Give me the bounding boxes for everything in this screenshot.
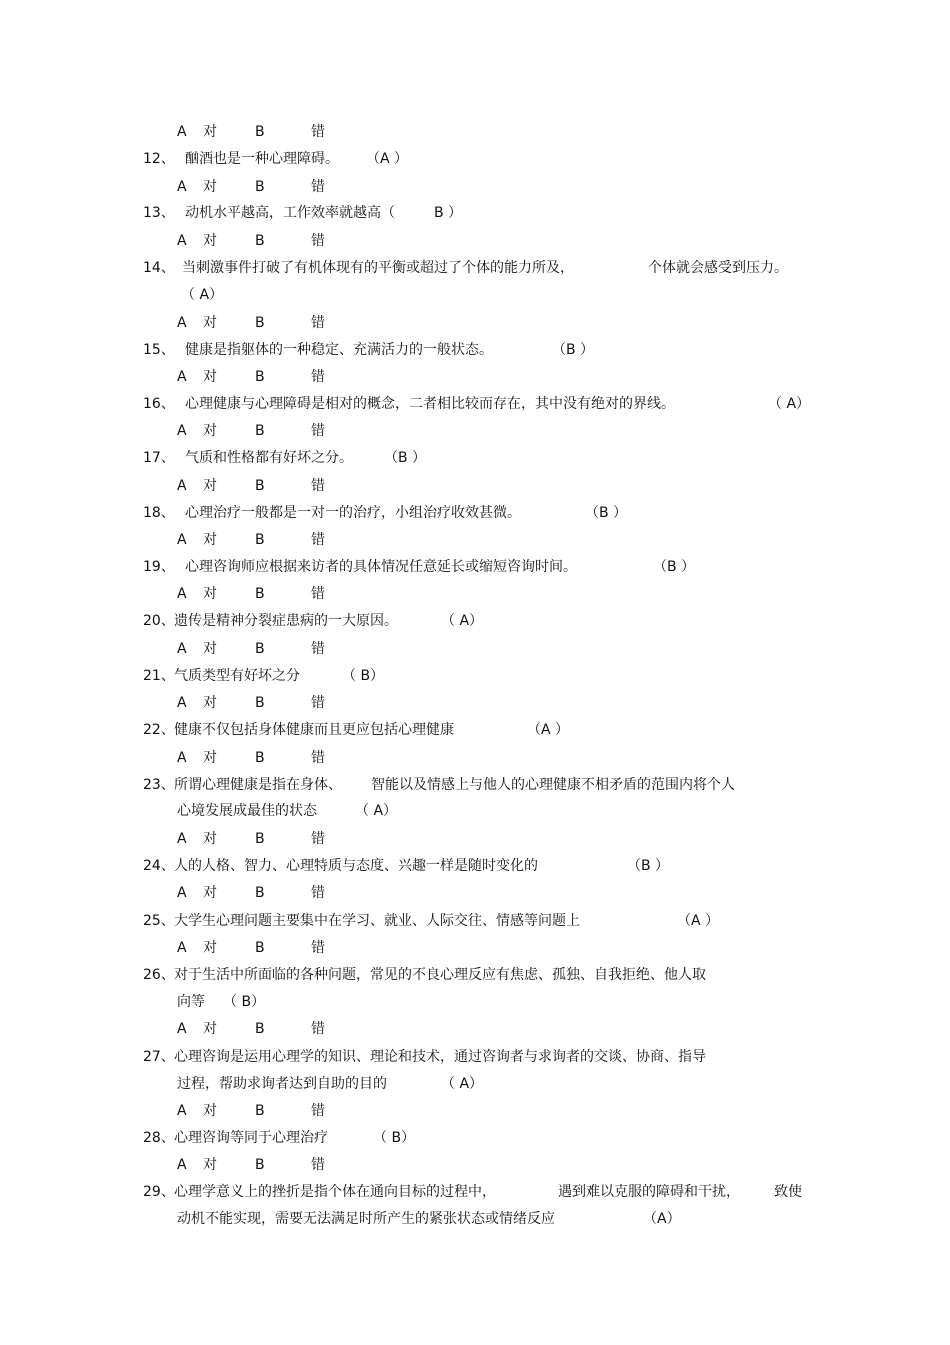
option-b-text: 错 — [311, 369, 325, 385]
question-answer: （B ） — [653, 559, 696, 575]
question-answer: （ A） — [441, 1076, 484, 1092]
option-b-text: 错 — [311, 1103, 325, 1119]
question-answer: （A ） — [527, 722, 570, 738]
question-text: 人的人格、智力、心理特质与态度、兴趣一样是随时变化的 — [174, 858, 538, 874]
option-a-letter: A — [177, 1021, 187, 1037]
option-a-letter: A — [177, 369, 187, 385]
option-a-letter: A — [177, 940, 187, 956]
question-number: 21、 — [143, 668, 175, 684]
question-text: 心理咨询师应根据来访者的具体情况任意延长或缩短咨询时间。 — [185, 559, 577, 575]
option-b-letter: B — [255, 1021, 265, 1037]
option-b-letter: B — [255, 233, 265, 249]
option-b-letter: B — [255, 586, 265, 602]
question-number: 19、 — [143, 559, 175, 575]
question-answer: （ A） — [355, 803, 398, 819]
option-a-text: 对 — [203, 750, 217, 766]
option-a-text: 对 — [203, 641, 217, 657]
question-text: 气质和性格都有好坏之分。 — [185, 450, 353, 466]
question-answer: （ A） — [181, 287, 224, 303]
option-a-letter: A — [177, 750, 187, 766]
question-number: 20、 — [143, 613, 175, 629]
question-number: 17、 — [143, 450, 175, 466]
option-b-letter: B — [255, 885, 265, 901]
question-text: 遗传是精神分裂症患病的一大原因。 — [174, 613, 398, 629]
question-text: 心理治疗一般都是一对一的治疗，小组治疗收效甚微。 — [185, 505, 521, 521]
option-b-letter: B — [255, 695, 265, 711]
question-text: 健康是指躯体的一种稳定、充满活力的一般状态。 — [185, 342, 493, 358]
option-a-text: 对 — [203, 1103, 217, 1119]
question-text-line2: 过程，帮助求询者达到自助的目的 — [177, 1076, 387, 1092]
option-a-letter: A — [177, 233, 187, 249]
option-a-letter: A — [177, 641, 187, 657]
option-b-text: 错 — [311, 233, 325, 249]
option-a-letter: A — [177, 1157, 187, 1173]
option-b-text: 错 — [311, 124, 325, 140]
option-b-letter: B — [255, 532, 265, 548]
question-answer: （A ） — [366, 151, 409, 167]
option-a-text: 对 — [203, 695, 217, 711]
option-a-text: 对 — [203, 532, 217, 548]
question-text-continued: 遇到难以克服的障碍和干扰， — [558, 1184, 740, 1200]
option-b-letter: B — [255, 423, 265, 439]
option-a-letter: A — [177, 695, 187, 711]
option-b-letter: B — [255, 1103, 265, 1119]
question-number: 16、 — [143, 396, 175, 412]
option-b-letter: B — [255, 478, 265, 494]
option-a-text: 对 — [203, 369, 217, 385]
option-a-text: 对 — [203, 124, 217, 140]
option-a-letter: A — [177, 885, 187, 901]
question-answer: （B ） — [585, 505, 628, 521]
question-text: 心理咨询是运用心理学的知识、理论和技术，通过咨询者与求询者的交谈、协商、指导 — [174, 1049, 706, 1065]
question-number: 25、 — [143, 913, 175, 929]
option-a-text: 对 — [203, 831, 217, 847]
option-a-text: 对 — [203, 885, 217, 901]
question-number: 22、 — [143, 722, 175, 738]
option-a-text: 对 — [203, 315, 217, 331]
option-b-text: 错 — [311, 1021, 325, 1037]
question-text-tail: 致使 — [774, 1184, 802, 1200]
question-answer: （B ） — [552, 342, 595, 358]
option-b-text: 错 — [311, 695, 325, 711]
option-b-letter: B — [255, 641, 265, 657]
question-answer: （ A） — [768, 396, 811, 412]
question-text: 气质类型有好坏之分 — [174, 668, 300, 684]
option-b-text: 错 — [311, 940, 325, 956]
option-b-text: 错 — [311, 586, 325, 602]
question-text: 当刺激事件打破了有机体现有的平衡或超过了个体的能力所及， — [182, 260, 574, 276]
option-b-text: 错 — [311, 478, 325, 494]
option-b-letter: B — [255, 750, 265, 766]
option-a-text: 对 — [203, 1021, 217, 1037]
option-a-letter: A — [177, 586, 187, 602]
question-number: 27、 — [143, 1049, 175, 1065]
question-answer: （A） — [643, 1211, 681, 1227]
question-answer: （ B） — [342, 668, 385, 684]
question-answer: （B ） — [384, 450, 427, 466]
question-text-line2: 动机不能实现，需要无法满足时所产生的紧张状态或情绪反应 — [177, 1211, 555, 1227]
option-a-text: 对 — [203, 478, 217, 494]
option-a-text: 对 — [203, 423, 217, 439]
question-number: 23、 — [143, 777, 175, 793]
question-answer: （ A） — [441, 613, 484, 629]
question-text-line2: 向等 — [177, 994, 205, 1010]
question-text-line2: 心境发展成最佳的状态 — [177, 803, 317, 819]
option-a-letter: A — [177, 315, 187, 331]
question-text: 对于生活中所面临的各种问题，常见的不良心理反应有焦虑、孤独、自我拒绝、他人取 — [174, 967, 706, 983]
question-answer: （B ） — [627, 858, 670, 874]
question-number: 28、 — [143, 1130, 175, 1146]
option-b-letter: B — [255, 315, 265, 331]
question-text: 健康不仅包括身体健康而且更应包括心理健康 — [174, 722, 454, 738]
question-text-continued: 个体就会感受到压力。 — [648, 260, 788, 276]
question-answer: （ B） — [223, 994, 266, 1010]
option-b-text: 错 — [311, 423, 325, 439]
option-a-text: 对 — [203, 940, 217, 956]
option-b-text: 错 — [311, 315, 325, 331]
option-b-text: 错 — [311, 750, 325, 766]
option-a-letter: A — [177, 1103, 187, 1119]
option-b-letter: B — [255, 369, 265, 385]
option-b-letter: B — [255, 124, 265, 140]
question-number: 13、 — [143, 205, 175, 221]
question-number: 26、 — [143, 967, 175, 983]
option-b-letter: B — [255, 940, 265, 956]
option-b-text: 错 — [311, 1157, 325, 1173]
question-text: 心理健康与心理障碍是相对的概念，二者相比较而存在，其中没有绝对的界线。 — [185, 396, 675, 412]
question-number: 14、 — [143, 260, 175, 276]
option-b-text: 错 — [311, 641, 325, 657]
question-answer: （A ） — [677, 913, 720, 929]
option-a-letter: A — [177, 831, 187, 847]
question-text: 动机水平越高，工作效率就越高（ — [185, 205, 395, 221]
option-b-text: 错 — [311, 179, 325, 195]
question-number: 18、 — [143, 505, 175, 521]
option-b-letter: B — [255, 179, 265, 195]
option-b-text: 错 — [311, 885, 325, 901]
option-b-letter: B — [255, 831, 265, 847]
question-number: 15、 — [143, 342, 175, 358]
question-text: 大学生心理问题主要集中在学习、就业、人际交往、情感等问题上 — [174, 913, 580, 929]
question-text: 酗酒也是一种心理障碍。 — [185, 151, 339, 167]
question-text: 所谓心理健康是指在身体、 — [174, 777, 342, 793]
option-a-letter: A — [177, 423, 187, 439]
option-a-letter: A — [177, 478, 187, 494]
option-b-letter: B — [255, 1157, 265, 1173]
option-a-text: 对 — [203, 233, 217, 249]
option-a-letter: A — [177, 532, 187, 548]
option-a-letter: A — [177, 124, 187, 140]
option-a-text: 对 — [203, 179, 217, 195]
question-answer: （ B） — [373, 1130, 416, 1146]
question-number: 12、 — [143, 151, 175, 167]
option-b-text: 错 — [311, 532, 325, 548]
question-text-continued: 智能以及情感上与他人的心理健康不相矛盾的范围内将个人 — [371, 777, 735, 793]
question-number: 24、 — [143, 858, 175, 874]
question-answer: B ） — [434, 205, 463, 221]
question-text: 心理咨询等同于心理治疗 — [174, 1130, 328, 1146]
option-a-text: 对 — [203, 586, 217, 602]
question-number: 29、 — [143, 1184, 175, 1200]
option-a-letter: A — [177, 179, 187, 195]
option-b-text: 错 — [311, 831, 325, 847]
question-text: 心理学意义上的挫折是指个体在通向目标的过程中， — [174, 1184, 496, 1200]
option-a-text: 对 — [203, 1157, 217, 1173]
